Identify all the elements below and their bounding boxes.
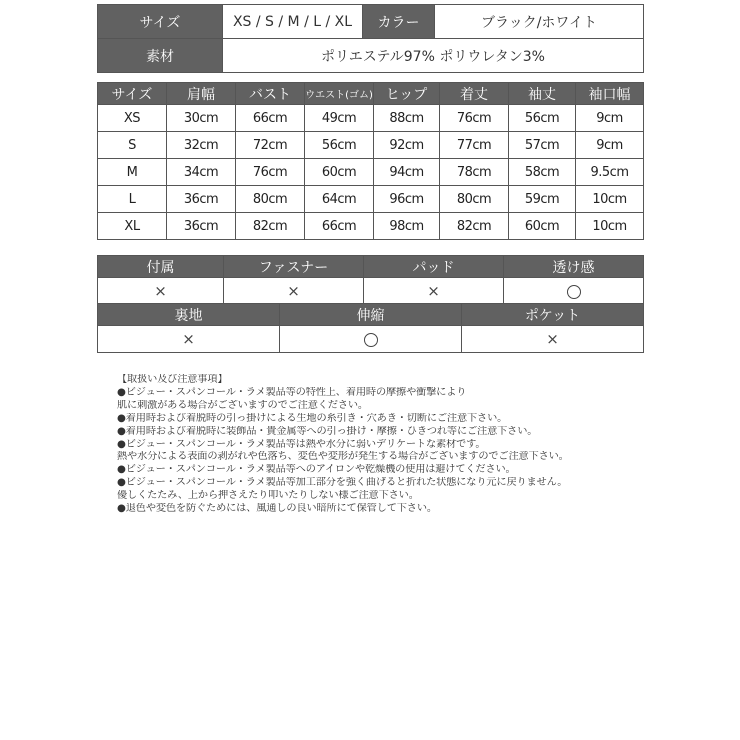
table-cell: 49cm	[305, 105, 374, 132]
table-cell: 66cm	[305, 213, 374, 240]
note-line: ●着用時および着脱時に装飾品・貴金属等への引っ掛け・摩擦・ひきつれ等にご注意下さい。	[117, 425, 538, 437]
spec-table	[97, 4, 644, 73]
material-label: 素材	[98, 39, 223, 73]
circle-mark-icon	[364, 333, 378, 347]
properties-header	[98, 304, 644, 326]
note-line: 肌に刺激がある場合がございますのでご注意ください。	[117, 399, 368, 411]
size-table	[97, 82, 644, 240]
header-waist: ウエスト(ゴム)	[305, 83, 374, 105]
note-line: ●着用時および着脱時の引っ掛けによる生地の糸引き・穴あき・切断にご注意下さい。	[117, 412, 508, 424]
table-cell: 10cm	[576, 213, 644, 240]
table-cell: 98cm	[374, 213, 440, 240]
table-cell: 32cm	[167, 132, 236, 159]
table-cell: XS	[98, 105, 167, 132]
note-line: 優しくたたみ、上から押さえたり叩いたりしない様ご注意下さい。	[117, 490, 419, 502]
size-table-header	[98, 83, 644, 105]
table-cell: 80cm	[440, 186, 509, 213]
sheerness-value	[504, 278, 644, 305]
table-cell: 82cm	[440, 213, 509, 240]
table-cell: 88cm	[374, 105, 440, 132]
table-row	[98, 213, 644, 240]
table-cell: M	[98, 159, 167, 186]
header-cuff: 袖口幅	[576, 83, 644, 105]
table-cell: 96cm	[374, 186, 440, 213]
header-size: サイズ	[98, 83, 167, 105]
table-cell: 36cm	[167, 213, 236, 240]
pocket-value: ×	[462, 326, 644, 353]
spec-row-material	[98, 39, 644, 73]
note-line: 熱や水分による表面の剥がれや色落ち、変色や変形が発生する場合がございますのでご注意下さい。	[117, 451, 569, 463]
accessory-value: ×	[98, 278, 224, 305]
table-cell: 56cm	[509, 105, 576, 132]
size-value: XS / S / M / L / XL	[223, 5, 363, 39]
table-cell: 9cm	[576, 132, 644, 159]
properties-values	[98, 326, 644, 353]
stretch-value	[280, 326, 462, 353]
table-cell: 80cm	[236, 186, 305, 213]
header-pad: パッド	[364, 256, 504, 278]
table-cell: 36cm	[167, 186, 236, 213]
color-value: ブラック/ホワイト	[435, 5, 644, 39]
notes-title: 【取扱い及び注意事項】	[117, 374, 228, 385]
table-cell: 57cm	[509, 132, 576, 159]
zipper-value: ×	[224, 278, 364, 305]
care-notes	[117, 374, 637, 516]
header-accessory: 付属	[98, 256, 224, 278]
header-bust: バスト	[236, 83, 305, 105]
table-row	[98, 186, 644, 213]
table-cell: 58cm	[509, 159, 576, 186]
table-cell: 82cm	[236, 213, 305, 240]
note-line: ●ビジュー・スパンコール・ラメ製品等加工部分を強く曲げると折れた状態になり元に戻りません。	[117, 477, 568, 489]
table-cell: 72cm	[236, 132, 305, 159]
material-value: ポリエステル97% ポリウレタン3%	[223, 39, 644, 73]
table-cell: 9.5cm	[576, 159, 644, 186]
table-cell: XL	[98, 213, 167, 240]
pad-value: ×	[364, 278, 504, 305]
properties-table-2	[97, 303, 644, 353]
table-cell: 76cm	[236, 159, 305, 186]
header-length: 着丈	[440, 83, 509, 105]
note-line: ●ビジュー・スパンコール・ラメ製品等の特性上、着用時の摩擦や衝撃により	[117, 386, 467, 398]
table-row	[98, 159, 644, 186]
table-cell: 10cm	[576, 186, 644, 213]
note-line: ●ビジュー・スパンコール・ラメ製品等は熱や水分に弱いデリケートな素材です。	[117, 438, 486, 450]
table-cell: L	[98, 186, 167, 213]
header-hip: ヒップ	[374, 83, 440, 105]
header-pocket: ポケット	[462, 304, 644, 326]
header-sheerness: 透け感	[504, 256, 644, 278]
header-shoulder: 肩幅	[167, 83, 236, 105]
table-cell: 59cm	[509, 186, 576, 213]
table-cell: 66cm	[236, 105, 305, 132]
header-lining: 裏地	[98, 304, 280, 326]
note-line: ●退色や変色を防ぐためには、風通しの良い暗所にて保管して下さい。	[117, 503, 437, 515]
table-cell: 78cm	[440, 159, 509, 186]
properties-table-1	[97, 255, 644, 305]
lining-value: ×	[98, 326, 280, 353]
size-label: サイズ	[98, 5, 223, 39]
table-cell: 30cm	[167, 105, 236, 132]
table-cell: 64cm	[305, 186, 374, 213]
note-line: ●ビジュー・スパンコール・ラメ製品等へのアイロンや乾燥機の使用は避けてください。	[117, 464, 516, 476]
spec-row-size-color	[98, 5, 644, 39]
properties-header	[98, 256, 644, 278]
table-cell: 60cm	[509, 213, 576, 240]
table-row	[98, 132, 644, 159]
properties-values	[98, 278, 644, 305]
table-cell: 34cm	[167, 159, 236, 186]
table-cell: S	[98, 132, 167, 159]
header-sleeve: 袖丈	[509, 83, 576, 105]
header-zipper: ファスナー	[224, 256, 364, 278]
table-cell: 94cm	[374, 159, 440, 186]
table-cell: 60cm	[305, 159, 374, 186]
table-cell: 77cm	[440, 132, 509, 159]
header-stretch: 伸縮	[280, 304, 462, 326]
circle-mark-icon	[567, 285, 581, 299]
table-cell: 92cm	[374, 132, 440, 159]
table-row	[98, 105, 644, 132]
table-cell: 56cm	[305, 132, 374, 159]
table-cell: 9cm	[576, 105, 644, 132]
table-cell: 76cm	[440, 105, 509, 132]
color-label: カラー	[363, 5, 435, 39]
